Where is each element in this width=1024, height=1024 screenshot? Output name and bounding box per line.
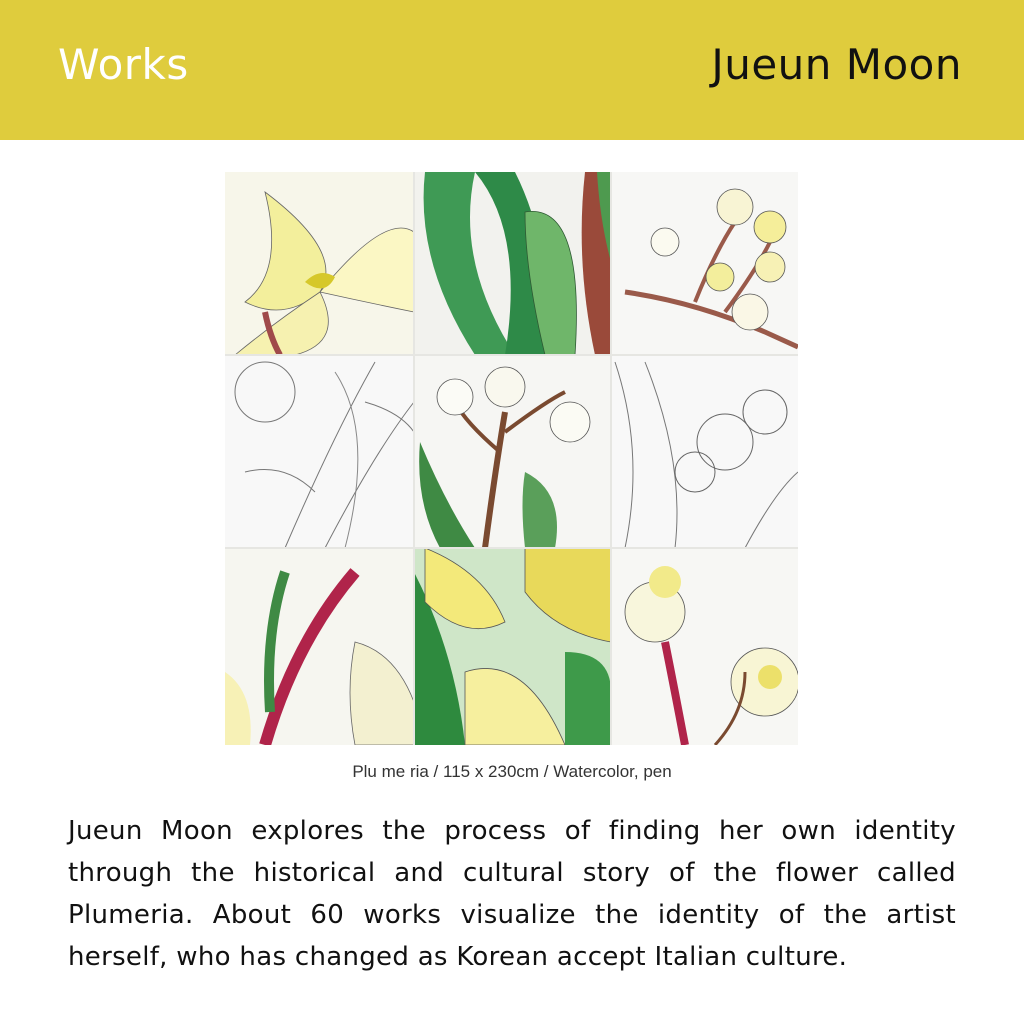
artwork-tile-5 [414,355,611,548]
header-bar [0,0,1024,140]
artist-description: Jueun Moon explores the process of finding her own identity through the historical and cultural story of the flower called Plumeria. About 60 works visualize the identity of the artist herself, who has changed as Korean accept Italian culture. [68,816,956,972]
artwork-tile-6 [611,355,798,548]
artwork-caption: Plu me ria / 115 x 230cm / Watercolor, pen [352,762,672,781]
artwork-tile-4 [225,355,414,548]
artwork-tile-2 [414,172,611,355]
artwork-tile-8 [414,548,611,745]
artist-name: Jueun Moon [711,40,962,89]
artwork-image [225,172,798,745]
artwork-tile-7 [225,548,414,745]
artwork-tile-1 [225,172,414,355]
section-title: Works [58,40,189,89]
artwork-tile-9 [611,548,798,745]
artwork-tile-3 [611,172,798,355]
